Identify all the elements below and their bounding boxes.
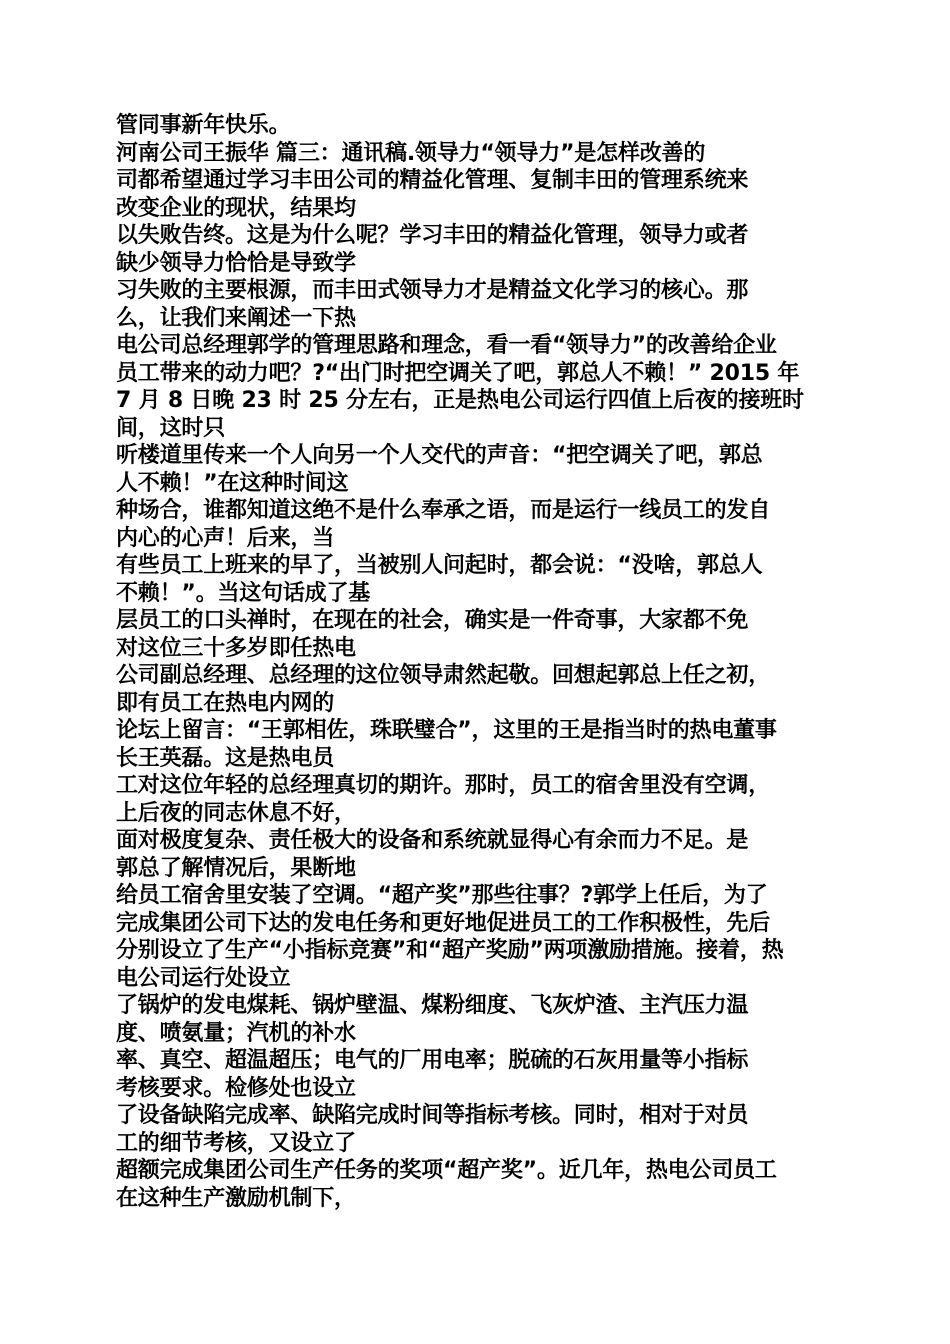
text-line: 长王英磊。这是热电员 [116, 745, 335, 771]
article-body [116, 112, 836, 1212]
text-line: 工对这位年轻的总经理真切的期许。那时，员工的宿舍里没有空调， [116, 773, 771, 798]
text-line: 了锅炉的发电煤耗、锅炉壁温、煤粉细度、飞灰炉渣、主汽压力温 [116, 993, 749, 1018]
text-line: 了设备缺陷完成率、缺陷完成时间等指标考核。同时，相对于对员 [116, 1103, 749, 1128]
text-line: 人不赖！”在这种时间这 [116, 470, 349, 496]
text-line: 改变企业的现状，结果均 [116, 195, 356, 221]
text-line: 度、喷氨量；汽机的补水 [116, 1020, 356, 1046]
text-line: 以失败告终。这是为什么呢？学习丰田的精益化管理，领导力或者 [116, 223, 749, 248]
text-line: 对这位三十多岁即任热电 [116, 635, 356, 661]
text-line: 河南公司王振华 篇三：通讯稿.领导力“领导力”是怎样改善的 [116, 140, 706, 166]
text-line: 完成集团公司下达的发电任务和更好地促进员工的工作积极性，先后 [116, 910, 771, 936]
text-line: 管同事新年快乐。 [116, 113, 291, 138]
text-line: 工的细节考核，又设立了 [116, 1130, 356, 1156]
text-line: 司都希望通过学习丰田公司的精益化管理、复制丰田的管理系统来 [116, 168, 749, 193]
text-line: 内心的心声！后来，当 [116, 525, 335, 551]
text-line: 电公司总经理郭学的管理思路和理念，看一看“领导力”的改善给企业 [116, 333, 777, 358]
text-line: 缺少领导力恰恰是导致学 [116, 250, 356, 276]
text-line: 面对极度复杂、责任极大的设备和系统就显得心有余而力不足。是 [116, 828, 749, 853]
text-line: 7 月 8 日晚 23 时 25 分左右，正是热电公司运行四值上后夜的接班时 [116, 388, 804, 413]
text-line: 公司副总经理、总经理的这位领导肃然起敬。回想起郭总上任之初， [116, 663, 771, 688]
text-line: 超额完成集团公司生产任务的奖项“超产奖”。近几年，热电公司员工 [116, 1158, 777, 1183]
text-line: 种场合，谁都知道这绝不是什么奉承之语，而是运行一线员工的发自 [116, 498, 771, 523]
text-line: 电公司运行处设立 [116, 965, 291, 991]
text-line: 率、真空、超温超压；电气的厂用电率；脱硫的石灰用量等小指标 [116, 1048, 749, 1073]
text-line: 间，这时只 [116, 415, 226, 441]
text-line: 论坛上留言：“王郭相佐，珠联璧合”，这里的王是指当时的热电董事 [116, 718, 777, 743]
text-line: 习失败的主要根源，而丰田式领导力才是精益文化学习的核心。那 [116, 278, 749, 303]
text-line: 给员工宿舍里安装了空调。“超产奖”那些往事？?郭学上任后，为了 [116, 883, 768, 908]
text-line: 层员工的口头禅时，在现在的社会，确实是一件奇事，大家都不免 [116, 608, 749, 633]
text-line: 在这种生产激励机制下， [116, 1185, 356, 1211]
text-line: 上后夜的同志休息不好， [116, 800, 356, 826]
text-line: 有些员工上班来的早了，当被别人问起时，都会说：“没啥，郭总人 [116, 553, 763, 578]
text-line: 听楼道里传来一个人向另一个人交代的声音：“把空调关了吧，郭总 [116, 443, 763, 468]
text-line: 员工带来的动力吧？?“出门时把空调关了吧，郭总人不赖！” 2015 年 [116, 360, 800, 386]
text-line: 考核要求。检修处也设立 [116, 1075, 356, 1101]
text-line: 郭总了解情况后，果断地 [116, 855, 356, 881]
text-line: 即有员工在热电内网的 [116, 690, 335, 716]
text-line: 分别设立了生产“小指标竞赛”和“超产奖励”两项激励措施。接着，热 [116, 938, 784, 963]
text-line: 不赖！”。当这句话成了基 [116, 580, 371, 606]
text-line: 么，让我们来阐述一下热 [116, 305, 356, 331]
